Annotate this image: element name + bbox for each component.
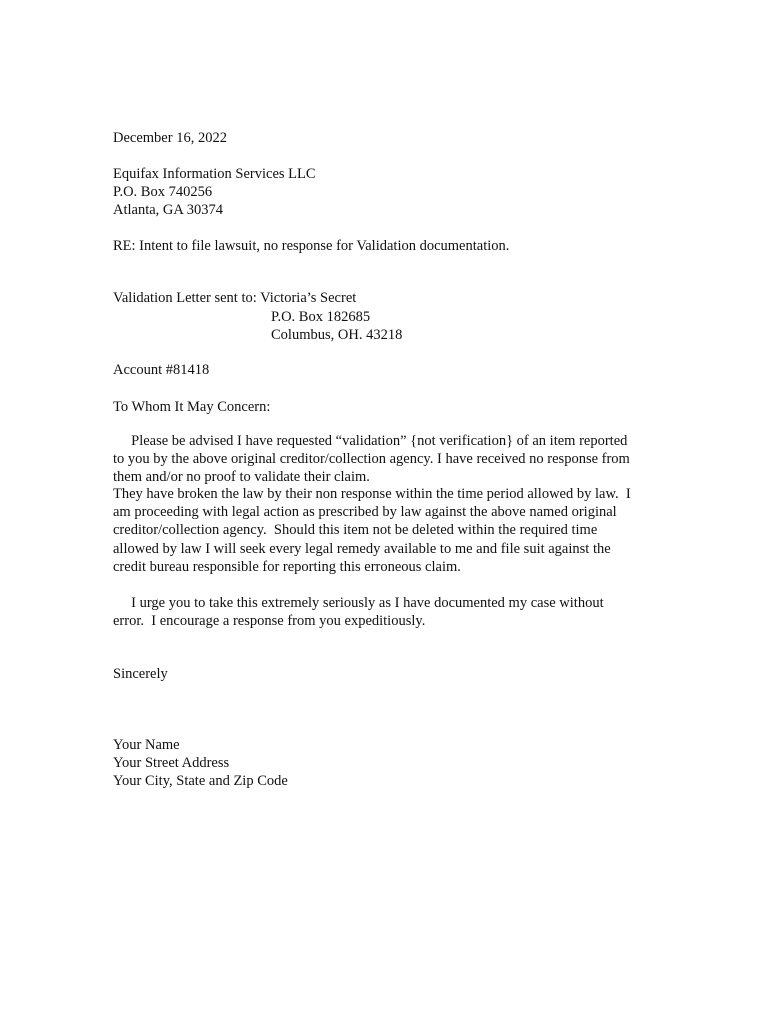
validation-city-state-zip: Columbus, OH. 43218	[271, 327, 403, 343]
signature-name: Your Name	[113, 737, 180, 753]
body-line: them and/or no proof to validate their claim.	[113, 469, 370, 485]
body-line: allowed by law I will seek every legal remedy available to me and file suit against the	[113, 541, 611, 557]
account-number: Account #81418	[113, 362, 210, 378]
recipient-po-box: P.O. Box 740256	[113, 184, 213, 200]
validation-po-box: P.O. Box 182685	[271, 309, 371, 325]
body-line: credit bureau responsible for reporting this erroneous claim.	[113, 559, 461, 575]
recipient-city-state-zip: Atlanta, GA 30374	[113, 202, 223, 218]
body-line: Please be advised I have requested “validation” {not verification} of an item reported	[113, 433, 628, 449]
letter-date: December 16, 2022	[113, 130, 227, 146]
body-line: to you by the above original creditor/collection agency. I have received no response from	[113, 451, 630, 467]
re-line: RE: Intent to file lawsuit, no response for Validation documentation.	[113, 238, 510, 254]
signature-street: Your Street Address	[113, 755, 230, 771]
body-line: They have broken the law by their non response within the time period allowed by law. I	[113, 486, 631, 502]
salutation: To Whom It May Concern:	[113, 399, 271, 415]
body-line: creditor/collection agency. Should this item not be deleted within the required time	[113, 522, 598, 538]
body-line: error. I encourage a response from you expeditiously.	[113, 613, 426, 629]
closing: Sincerely	[113, 666, 168, 682]
body-line: am proceeding with legal action as prescribed by law against the above named original	[113, 504, 617, 520]
body-line: I urge you to take this extremely seriously as I have documented my case without	[113, 595, 604, 611]
validation-label: Validation Letter sent to: Victoria’s Secret	[113, 290, 357, 306]
signature-city-state-zip: Your City, State and Zip Code	[113, 773, 288, 789]
recipient-name: Equifax Information Services LLC	[113, 166, 316, 182]
